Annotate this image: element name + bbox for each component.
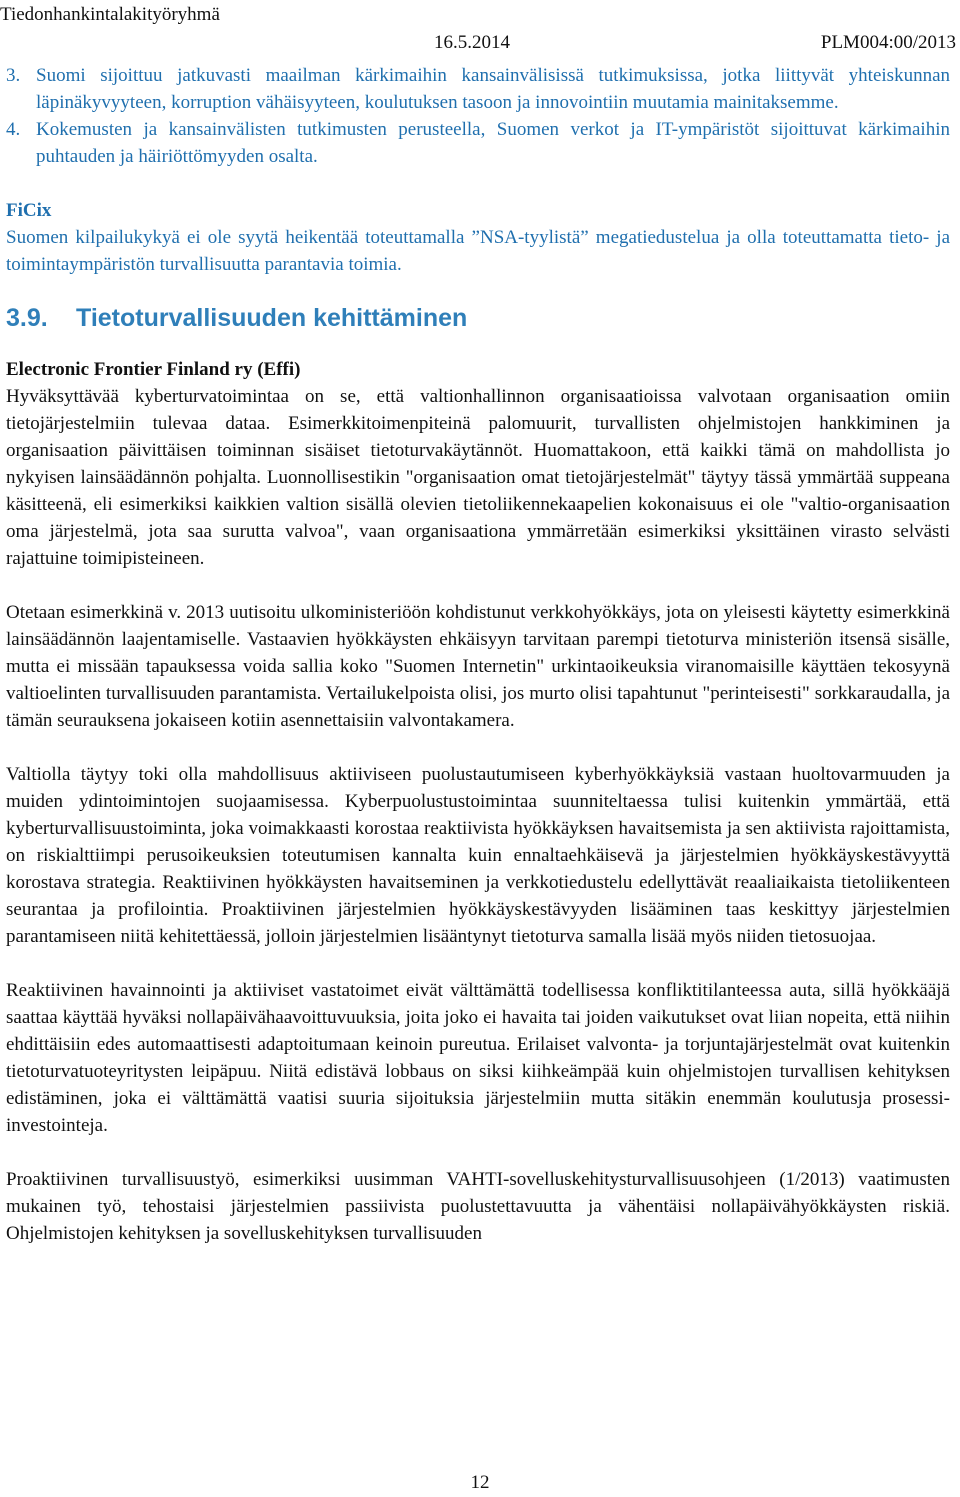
list-item-number: 4.	[6, 119, 21, 140]
page-number: 12	[470, 1472, 490, 1493]
page-header	[0, 0, 960, 53]
section-title: Tietoturvallisuuden kehittäminen	[76, 304, 468, 332]
list-item-text: Suomi sijoittuu jatkuvasti maailman kärkimaihin kansainvälisissä tutkimuksissa, jotka liittyvät yhteiskunnan läpinäkyvyyteen, korruption vähäisyyteen, koulutuksen tasoon ja innovointiin muutamia mainitaksemme.	[36, 65, 950, 113]
section-heading	[6, 302, 950, 334]
document-body	[6, 62, 950, 1247]
paragraph: Hyväksyttävää kyberturvatoimintaa on se, että valtionhallinnon organisaatioissa valvotaan organisaation omiin tietojärjestelmiin tulevaa dataa. Esimerkkitoimenpiteinä palomuurit, turvallisten ohjelmistojen hankkiminen ja organisaation päivittäisen toiminnan sisäiset tietoturvakäytännöt. Huomattakoon, että kaikki tämä on mahdollista jo nykyisen lainsäädännön pohjalta. Luonnollisestikin "organisaation omat tietojärjestelmät" täytyy tässä ymmärtää suppeana käsitteenä, eli esimerkiksi kaikkien valtion sisällä olevien tietoliikennekaapelien kokonaisuus ei ole "valtio-organisaation oma järjestelmä, jota saa surutta valvoa", vaan organisaationa ymmärretään esimerkiksi yksittäinen virasto selvästi rajattuine toimipisteineen.	[6, 386, 950, 569]
paragraph: Valtiolla täytyy toki olla mahdollisuus aktiiviseen puolustautumiseen kyberhyökkäyksiä vastaan huoltovarmuuden ja muiden ydintoimintojen suojaamisessa. Kyberpuolustustoimintaa suunniteltaessa tulisi kuitenkin ymmärtää, että kyberturvallisuustoiminta, joka voimakkaasti korostaa reaktiivista hyökkäyksen havaitsemista ja sen aktiivista rajoittamista, on riskialttiimpi perusoikeuksien toteutumisen kannalta kuin ennaltaehkäisevä ja järjestelmien hyökkäyskestävyyttä korostava strategia. Reaktiivinen hyökkäysten havaitseminen ja verkkotiedustelu edellyttävät reaaliaikaista tietoliikenteen seurantaa ja profilointia. Proaktiivinen järjestelmien hyökkäyskestävyyden lisääminen taas keskittyy järjestelmien parantamiseen niitä kehitettäessä, jolloin järjestelmien lisääntynyt tietoturva samalla lisää myös niiden tietosuojaa.	[6, 764, 950, 947]
section-number: 3.9.	[6, 304, 48, 332]
paragraph: Proaktiivinen turvallisuustyö, esimerkiksi uusimman VAHTI-sovelluskehitysturvallisuusohjeen (1/2013) vaatimusten mukainen työ, tehostaisi järjestelmien passiivista puolustettavuutta ja vähentäisi nollapäivähyökkäysten riskiä. Ohjelmistojen kehityksen ja sovelluskehityksen turvallisuuden	[6, 1169, 950, 1244]
ficix-heading: FiCix	[6, 200, 52, 221]
ficix-statement: Suomen kilpailukykyä ei ole syytä heikentää toteuttamalla ”NSA-tyylistä” megatiedustelua ja olla toteuttamatta tieto- ja toimintaympäristön turvallisuutta parantavia toimia.	[6, 227, 950, 275]
effi-heading: Electronic Frontier Finland ry (Effi)	[6, 359, 301, 380]
header-date: 16.5.2014	[434, 32, 510, 53]
header-document-code: PLM004:00/2013	[820, 32, 956, 53]
list-item	[6, 62, 950, 116]
list-item	[6, 116, 950, 170]
header-organization: Tiedonhankintalakityöryhmä	[0, 4, 220, 25]
paragraph: Reaktiivinen havainnointi ja aktiiviset vastatoimet eivät välttämättä todellisessa konfliktitilanteessa auta, sillä hyökkääjä saattaa käyttää hyväksi nollapäivähaavoittuvuuksia, joita joko ei havaita tai joiden vaikutukset ovat liian nopeita, että niihin ehdittäisiin edes automaattisesti adaptoitumaan keinoin pureutua. Erilaiset valvonta- ja torjuntajärjestelmät ovat kuitenkin tietoturvatuoteyritysten leipäpuu. Niitä edistävä lobbaus on siksi kiihkeämpää kuin ohjelmistojen turvallisen kehityksen edistäminen, joka ei välttämättä vaatisi suuria sijoituksia järjestelmiin mutta sitäkin enemmän koulutusja prosessi-investointeja.	[6, 980, 950, 1136]
list-item-number: 3.	[6, 65, 21, 86]
list-item-text: Kokemusten ja kansainvälisten tutkimusten perusteella, Suomen verkot ja IT-ympäristöt sijoittuvat kärkimaihin puhtauden ja häiriöttömyyden osalta.	[36, 119, 950, 167]
paragraph: Otetaan esimerkkinä v. 2013 uutisoitu ulkoministeriöön kohdistunut verkkohyökkäys, jota on yleisesti käytetty esimerkkinä lainsäädännön laajentamiselle. Vastaavien hyökkäysten ehkäisyyn tarvitaan parempi tietoturva ministeriön itsensä sisälle, mutta ei missään tapauksessa voida sallia koko "Suomen Internetin" urkintaoikeuksia viranomaisille käyttäen tekosyynä valtioelinten turvallisuuden parantamista. Vertailukelpoista olisi, jos murto olisi tapahtunut "perinteisesti" sorkkaraudalla, ja tämän seurauksena jokaiseen kotiin asennettaisiin valvontakamera.	[6, 602, 950, 731]
